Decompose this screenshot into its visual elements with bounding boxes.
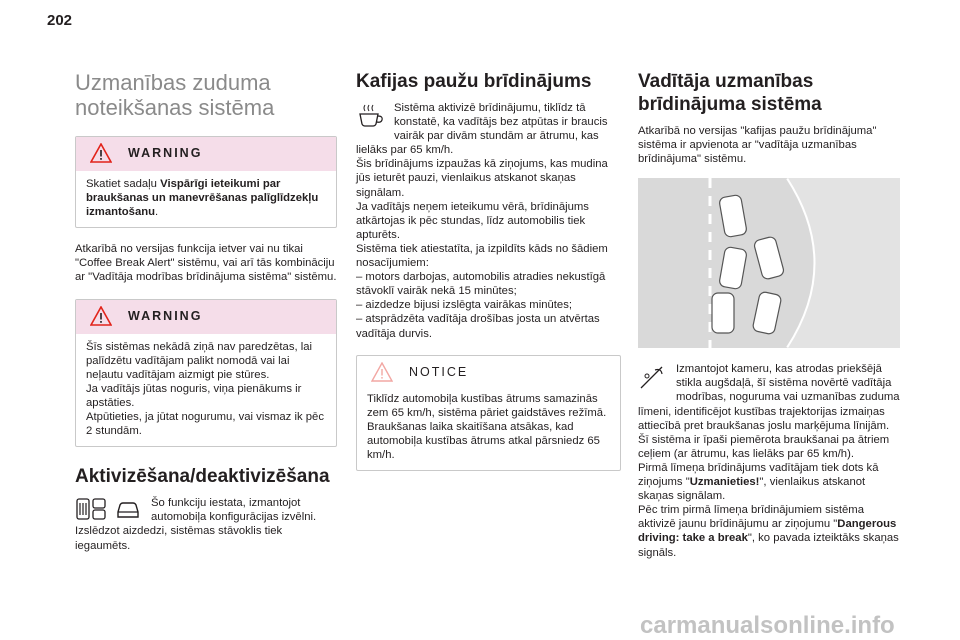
road-diagram <box>638 178 900 348</box>
notice-label: NOTICE <box>409 364 469 379</box>
header-bar <box>0 0 960 56</box>
watermark: carmanualsonline.info <box>640 612 895 639</box>
page-number: 202 <box>47 12 73 29</box>
notice-triangle-icon <box>371 362 393 382</box>
section-title-driver-attention: Vadītāja uzmanības brīdinājuma sistēma <box>638 71 822 115</box>
menu-settings-icon <box>75 497 107 521</box>
camera-paragraph <box>638 362 900 559</box>
warning-header <box>76 300 336 334</box>
activation-paragraph <box>75 496 337 552</box>
column-middle <box>356 70 621 471</box>
section-title-attention-loss: Uzmanības zuduma noteikšanas sistēma <box>75 70 275 120</box>
warning-triangle-icon <box>90 306 112 326</box>
car-outline-icon <box>115 498 141 520</box>
camera-text-bold-1: Uzmanieties! <box>689 476 760 489</box>
section-title-coffee-break: Kafijas paužu brīdinājums <box>356 71 592 92</box>
warning-box-2 <box>75 299 337 448</box>
coffee-break-paragraph <box>356 101 621 341</box>
coffee-break-text: Sistēma aktivizē brīdinājumu, tiklīdz tā konstatē, ka vadītājs bez atpūtas ir braucis vairāk par divām stundām ar ātrumu, kas lielāks par 65 km/h. Šis brīdinājums izpaužas kā ziņojums, kas mudina jūs ieturēt pauzi, vienlaikus atskanot skaņas signālam. Ja vadītājs neņem ieteikumu vērā, brīdinājums atkārtojas ik pēc stundas, līdz automobilis tiek apturēts. Sistēma tiek atiestatīta, ja izpildīts kāds no šādiem nosacījumiem: – motors darbojas, automobilis atradies nekustīgā stāvoklī vairāk nekā 15 minūtes; – aizdedze bijusi izslēgta vairākas minūtes; – atsprādzēta vadītāja drošības josta un atvērtas vadītāja durvis. <box>356 102 608 340</box>
column-left <box>75 70 337 553</box>
activation-icons <box>75 496 141 522</box>
notice-box <box>356 355 621 471</box>
section-title-activation: Aktivizēšana/deaktivizēšana <box>75 466 330 488</box>
camera-icon <box>638 364 666 390</box>
warning-text <box>76 171 336 227</box>
warning-triangle-icon <box>90 143 112 163</box>
paragraph-combination: Atkarībā no versijas "kafijas paužu brīdinājuma" sistēma ir apvienota ar "vadītāja uzmanības brīdinājuma" sistēmu. <box>638 125 877 166</box>
coffee-cup-icon <box>356 103 384 129</box>
camera-text-part-c: ", ko pavada izteiktāks skaņas signāls. <box>638 532 899 559</box>
paragraph-version-info: Atkarībā no versijas funkcija ietver vai nu tikai "Coffee Break Alert" sistēmu, vai arī tās kombināciju ar "Vadītāja modrības brīdinājuma sistēma" sistēmu. <box>75 243 337 284</box>
camera-text-bold-2: Dangerous driving: take a break <box>638 518 897 545</box>
warning-header <box>76 137 336 171</box>
warning-text: Šīs sistēmas nekādā ziņā nav paredzētas, lai palīdzētu vadītājam palikt nomodā vai lai neļautu vadītājam aizmigt pie stūres. Ja vadītājs jūtas noguris, viņa pienākums ir apstāties. Atpūtieties, ja jūtat nogurumu, vai vismaz ik pēc 2 stundām. <box>86 340 324 438</box>
notice-header <box>357 356 620 386</box>
lane-drift-illustration <box>638 178 900 348</box>
camera-text <box>638 362 900 559</box>
warning-label: WARNING <box>128 308 203 323</box>
warning-text-prefix: Skatiet sadaļu <box>86 178 161 190</box>
camera-text-part-a: Izmantojot kameru, kas atrodas priekšējā stikla augšdaļā, šī sistēma novērtē vadītāja modrības, noguruma vai uzmanības zuduma līmeni, identificējot kustības trajektorijas izmaiņas attiecībā pret braukšanas joslu marķējuma līnijām. Šī sistēma ir īpaši piemērota braukšanai pa ātriem ceļiem (ar ātrumu, kas lielāks par 65 km/h). Pirmā līmeņa brīdinājums vadītājam tiek dots kā ziņojums " <box>638 363 900 489</box>
camera-text-part-b: ", vienlaikus atskanot skaņas signālam. Pēc trim pirmā līmeņa brīdinājumiem sistēma aktivizē jaunu brīdinājumu ar ziņojumu " <box>638 476 866 531</box>
notice-text: Tiklīdz automobiļa kustības ātrums samazinās zem 65 km/h, sistēma pāriet gaidstāves režīmā. Braukšanas laika skaitīšana atsākas, kad automobiļa kustības ātrums atkal pārsniedz 65 km/h. <box>367 392 607 461</box>
activation-text: Šo funkciju iestata, izmantojot automobiļa konfigurācijas izvēlni. Izslēdzot aizdedzi, sistēmas stāvoklis tiek iegaumēts. <box>75 497 317 552</box>
warning-label: WARNING <box>128 146 203 160</box>
warning-text-suffix: . <box>155 206 159 219</box>
warning-text-bold: Vispārīgi ieteikumi par braukšanas un manevrēšanas palīglīdzekļu izmantošanu <box>86 178 319 219</box>
column-right <box>638 70 900 560</box>
warning-box-1 <box>75 136 337 228</box>
